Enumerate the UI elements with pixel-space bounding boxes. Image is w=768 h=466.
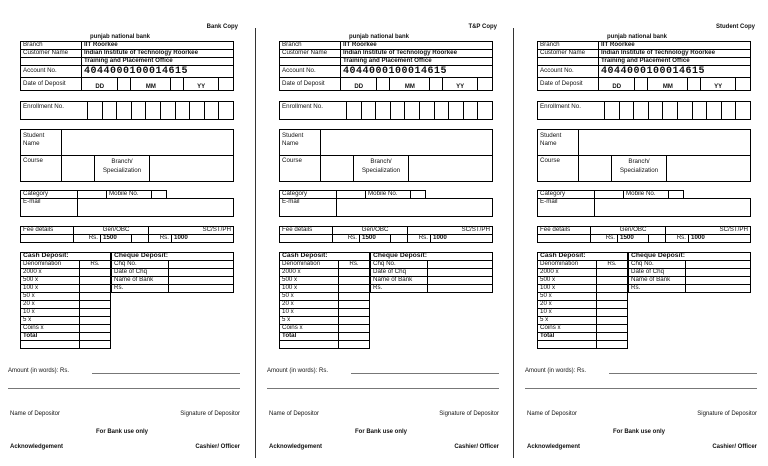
course-field[interactable] (579, 156, 612, 182)
enrollment-box[interactable] (634, 102, 649, 120)
cheque-row-label: Name of Bank (112, 277, 169, 285)
enrollment-box[interactable] (663, 102, 678, 120)
cash-blank-cell (21, 341, 80, 349)
depositor-name-label: Name of Depositor (527, 411, 578, 417)
account-label: Account No. (21, 66, 82, 78)
yy-field[interactable]: YY (443, 78, 478, 91)
enrollment-box[interactable] (102, 102, 117, 120)
bank-name: punjab national bank (90, 34, 151, 40)
account-number: 4044000100014615 (341, 66, 493, 78)
amount-label: Amount (in words): Rs. (267, 368, 329, 374)
cheque-field[interactable] (686, 285, 751, 293)
sc-label: SC/ST/PH (149, 227, 234, 235)
cash-row-label: 5 x (538, 317, 597, 325)
student-label-2: Name (23, 140, 40, 148)
student-table (537, 129, 751, 182)
cash-row-label: 100 x (280, 285, 339, 293)
fee-label: Fee details (538, 227, 591, 235)
cash-blank-cell (538, 341, 597, 349)
enrollment-box[interactable] (390, 102, 405, 120)
cash-row-label: 5 x (21, 317, 80, 325)
sc-amount: 1000 (431, 235, 493, 243)
enrollment-box[interactable] (736, 102, 751, 120)
bank-name: punjab national bank (349, 34, 410, 40)
category-table (537, 190, 751, 217)
header-table (279, 41, 493, 91)
mm-field[interactable]: MM (648, 78, 688, 91)
bank-use-label: For Bank use only (96, 429, 149, 435)
course-field[interactable] (321, 156, 354, 182)
category-field[interactable] (78, 191, 107, 199)
amount-line-2 (525, 388, 757, 389)
branch-value: IIT Roorkee (82, 42, 234, 50)
cheque-deposit-table (370, 252, 493, 293)
category-table (20, 190, 234, 217)
enrollment-box[interactable] (160, 102, 175, 120)
course-label: Course (280, 156, 321, 182)
enrollment-box[interactable] (347, 102, 362, 120)
deposit-slip (267, 24, 499, 460)
enrollment-box[interactable] (376, 102, 391, 120)
cash-row-label: 10 x (21, 309, 80, 317)
branch-label: Branch (538, 42, 599, 50)
cash-row-label: 50 x (21, 293, 80, 301)
bank-use-label: For Bank use only (613, 429, 666, 435)
fee-table (20, 226, 234, 243)
depositor-name-label: Name of Depositor (269, 411, 320, 417)
cash-row-label: 500 x (280, 277, 339, 285)
student-label-2: Name (540, 140, 557, 148)
depositor-signature-label: Signature of Depositor (180, 411, 240, 417)
cash-row-label: 100 x (21, 285, 80, 293)
cash-amount-field[interactable] (80, 269, 111, 277)
branch-label: Branch (280, 42, 341, 50)
deposit-slip (525, 24, 757, 460)
cheque-field[interactable] (169, 285, 234, 293)
branch-value: IIT Roorkee (599, 42, 751, 50)
category-label: Category (280, 191, 337, 199)
cash-amount-field[interactable] (597, 285, 628, 293)
customer-value: Indian Institute of Technology Roorkee (599, 50, 751, 58)
rs-label: Rs. (339, 261, 370, 269)
category-field[interactable] (337, 191, 366, 199)
cash-amount-field[interactable] (80, 293, 111, 301)
cash-amount-field[interactable] (339, 293, 370, 301)
gen-label: Gen/OBC (333, 227, 391, 235)
cheque-row-label: Name of Bank (629, 277, 686, 285)
cashier-label: Cashier/ Officer (195, 444, 240, 450)
copy-label: Bank Copy (206, 24, 238, 30)
cash-amount-field[interactable] (339, 277, 370, 285)
enrollment-box[interactable] (677, 102, 692, 120)
sc-amount: 1000 (689, 235, 751, 243)
cash-row-label: 20 x (280, 301, 339, 309)
cheque-field[interactable] (428, 269, 493, 277)
cash-amount-field[interactable] (339, 269, 370, 277)
acknowledgement-label: Acknowledgement (527, 444, 581, 450)
amount-line (351, 373, 499, 374)
mobile-field[interactable] (669, 191, 684, 199)
cash-amount-field[interactable] (80, 277, 111, 285)
email-label: E-mail (280, 199, 337, 217)
customer-value-2: Training and Placement Office (82, 58, 234, 66)
cash-total-label: Total (280, 333, 339, 341)
date-label: Date of Deposit (280, 78, 341, 91)
rs-label: Rs. (333, 235, 360, 243)
branch-label: Branch (21, 42, 82, 50)
course-field[interactable] (62, 156, 95, 182)
enrollment-table (20, 101, 234, 120)
header-table (537, 41, 751, 91)
cash-amount-field[interactable] (597, 317, 628, 325)
cash-row-label: 500 x (538, 277, 597, 285)
branch-spec-label: Branch/ (628, 158, 650, 165)
category-label: Category (21, 191, 78, 199)
cash-blank-cell (339, 341, 370, 349)
separator-line (255, 28, 256, 458)
enrollment-box[interactable] (449, 102, 464, 120)
cash-amount-field[interactable] (597, 269, 628, 277)
cash-title: Cash Deposit: (280, 253, 370, 261)
cheque-field[interactable] (169, 269, 234, 277)
email-field[interactable] (595, 199, 751, 217)
cash-amount-field[interactable] (597, 325, 628, 333)
cash-row-label: 10 x (538, 309, 597, 317)
cash-amount-field[interactable] (80, 301, 111, 309)
cash-total-field[interactable] (80, 333, 111, 341)
cash-total-field[interactable] (339, 333, 370, 341)
mobile-label: Mobile No. (624, 191, 669, 199)
account-number: 4044000100014615 (82, 66, 234, 78)
cash-amount-field[interactable] (339, 317, 370, 325)
student-name-field[interactable] (579, 130, 751, 156)
enrollment-label: Enrollment No. (21, 102, 88, 120)
date-label: Date of Deposit (21, 78, 82, 91)
rs-label: Rs. (591, 235, 618, 243)
category-table (279, 190, 493, 217)
cash-blank-cell (597, 341, 628, 349)
cheque-field[interactable] (169, 261, 234, 269)
cash-amount-field[interactable] (80, 285, 111, 293)
fee-label: Fee details (280, 227, 333, 235)
enrollment-box[interactable] (605, 102, 620, 120)
cheque-row-label: Date of Chq (371, 269, 428, 277)
branch-spec-label: Branch/ (370, 158, 392, 165)
cheque-field[interactable] (428, 285, 493, 293)
cash-amount-field[interactable] (597, 301, 628, 309)
mobile-label: Mobile No. (366, 191, 411, 199)
amount-line (92, 373, 240, 374)
depositor-signature-label: Signature of Depositor (439, 411, 499, 417)
cheque-row-label: Chq No. (371, 261, 428, 269)
cash-total-label: Total (21, 333, 80, 341)
cashier-label: Cashier/ Officer (454, 444, 499, 450)
sc-amount: 1000 (172, 235, 234, 243)
yy-field[interactable]: YY (701, 78, 736, 91)
enrollment-box[interactable] (88, 102, 103, 120)
branch-field[interactable] (667, 156, 751, 182)
enrollment-box[interactable] (478, 102, 493, 120)
cheque-row-label: Date of Chq (629, 269, 686, 277)
enrollment-label: Enrollment No. (538, 102, 605, 120)
email-label: E-mail (538, 199, 595, 217)
cheque-field[interactable] (428, 261, 493, 269)
acknowledgement-label: Acknowledgement (10, 444, 64, 450)
enrollment-box[interactable] (175, 102, 190, 120)
course-label: Course (21, 156, 62, 182)
gen-amount: 1500 (101, 235, 132, 243)
cheque-field[interactable] (686, 261, 751, 269)
amount-line (609, 373, 757, 374)
dd-field[interactable]: DD (341, 78, 377, 91)
cash-row-label: 2000 x (538, 269, 597, 277)
cash-amount-field[interactable] (80, 317, 111, 325)
enrollment-box[interactable] (692, 102, 707, 120)
cash-total-label: Total (538, 333, 597, 341)
denomination-label: Denomination (280, 261, 339, 269)
student-label: Student (23, 132, 45, 139)
customer-value-2: Training and Placement Office (341, 58, 493, 66)
acknowledgement-label: Acknowledgement (269, 444, 323, 450)
copy-label: Student Copy (716, 24, 755, 30)
amount-line-2 (8, 388, 240, 389)
cash-amount-field[interactable] (339, 309, 370, 317)
gen-label: Gen/OBC (591, 227, 649, 235)
sc-label: SC/ST/PH (666, 227, 751, 235)
cash-row-label: 50 x (280, 293, 339, 301)
cheque-row-label: Rs. (371, 285, 428, 293)
cheque-title: Cheque Deposit: (371, 253, 493, 261)
depositor-name-label: Name of Depositor (10, 411, 61, 417)
rs-label: Rs. (74, 235, 101, 243)
cheque-row-label: Rs. (629, 285, 686, 293)
cash-row-label: Coins x (21, 325, 80, 333)
cash-row-label: 100 x (538, 285, 597, 293)
student-name-field[interactable] (62, 130, 234, 156)
cheque-deposit-table (628, 252, 751, 293)
enrollment-label: Enrollment No. (280, 102, 347, 120)
cheque-row-label: Name of Bank (371, 277, 428, 285)
cashier-label: Cashier/ Officer (712, 444, 757, 450)
amount-line-2 (267, 388, 499, 389)
cheque-field[interactable] (428, 277, 493, 285)
cheque-deposit-table (111, 252, 234, 293)
rs-label: Rs. (597, 261, 628, 269)
separator-line (513, 28, 514, 458)
mm-field[interactable]: MM (131, 78, 171, 91)
enrollment-box[interactable] (131, 102, 146, 120)
cash-amount-field[interactable] (597, 277, 628, 285)
cheque-row-label: Date of Chq (112, 269, 169, 277)
cash-amount-field[interactable] (597, 309, 628, 317)
cash-row-label: 20 x (538, 301, 597, 309)
cash-amount-field[interactable] (80, 325, 111, 333)
amount-label: Amount (in words): Rs. (525, 368, 587, 374)
enrollment-box[interactable] (434, 102, 449, 120)
cash-deposit-table (279, 252, 370, 349)
mm-field[interactable]: MM (390, 78, 430, 91)
cheque-field[interactable] (686, 277, 751, 285)
student-label: Student (282, 132, 304, 139)
customer-label: Customer Name (280, 50, 341, 58)
customer-value-2: Training and Placement Office (599, 58, 751, 66)
cash-amount-field[interactable] (80, 309, 111, 317)
mobile-field[interactable] (152, 191, 167, 199)
student-label-2: Name (282, 140, 299, 148)
cheque-title: Cheque Deposit: (112, 253, 234, 261)
cash-row-label: Coins x (538, 325, 597, 333)
enrollment-box[interactable] (619, 102, 634, 120)
student-name-field[interactable] (321, 130, 493, 156)
bank-name: punjab national bank (607, 34, 668, 40)
enrollment-box[interactable] (204, 102, 219, 120)
enrollment-box[interactable] (721, 102, 736, 120)
date-label: Date of Deposit (538, 78, 599, 91)
branch-spec-label-2: Specialization (361, 166, 401, 174)
cash-row-label: 2000 x (280, 269, 339, 277)
cash-amount-field[interactable] (339, 325, 370, 333)
cash-amount-field[interactable] (339, 301, 370, 309)
fee-table (537, 226, 751, 243)
cash-deposit-table (537, 252, 628, 349)
cash-row-label: 2000 x (21, 269, 80, 277)
cash-row-label: 5 x (280, 317, 339, 325)
cash-title: Cash Deposit: (21, 253, 111, 261)
email-field[interactable] (337, 199, 493, 217)
cheque-row-label: Chq No. (112, 261, 169, 269)
branch-spec-label-2: Specialization (619, 166, 659, 174)
enrollment-table (279, 101, 493, 120)
customer-value: Indian Institute of Technology Roorkee (341, 50, 493, 58)
denomination-label: Denomination (21, 261, 80, 269)
cheque-row-label: Rs. (112, 285, 169, 293)
rs-label: Rs. (666, 235, 689, 243)
deposit-slip (8, 24, 240, 460)
account-number: 4044000100014615 (599, 66, 751, 78)
cheque-row-label: Chq No. (629, 261, 686, 269)
gen-amount: 1500 (360, 235, 391, 243)
student-table (279, 129, 493, 182)
amount-label: Amount (in words): Rs. (8, 368, 70, 374)
student-table (20, 129, 234, 182)
yy-field[interactable]: YY (184, 78, 219, 91)
cash-row-label: 50 x (538, 293, 597, 301)
rs-label: Rs. (80, 261, 111, 269)
rs-label: Rs. (408, 235, 431, 243)
cash-blank-cell (280, 341, 339, 349)
branch-field[interactable] (150, 156, 234, 182)
enrollment-box[interactable] (219, 102, 234, 120)
enrollment-box[interactable] (648, 102, 663, 120)
category-label: Category (538, 191, 595, 199)
course-label: Course (538, 156, 579, 182)
gen-amount: 1500 (618, 235, 649, 243)
dd-field[interactable]: DD (599, 78, 635, 91)
copy-label: T&P Copy (468, 24, 497, 30)
account-label: Account No. (280, 66, 341, 78)
cheque-title: Cheque Deposit: (629, 253, 751, 261)
cheque-field[interactable] (169, 277, 234, 285)
enrollment-box[interactable] (405, 102, 420, 120)
depositor-signature-label: Signature of Depositor (697, 411, 757, 417)
fee-table (279, 226, 493, 243)
account-label: Account No. (538, 66, 599, 78)
cash-total-field[interactable] (597, 333, 628, 341)
enrollment-box[interactable] (707, 102, 722, 120)
cash-deposit-table (20, 252, 111, 349)
branch-spec-label-2: Specialization (102, 166, 142, 174)
mobile-field[interactable] (411, 191, 426, 199)
cheque-field[interactable] (686, 269, 751, 277)
bank-use-label: For Bank use only (355, 429, 408, 435)
branch-value: IIT Roorkee (341, 42, 493, 50)
enrollment-box[interactable] (463, 102, 478, 120)
customer-label: Customer Name (538, 50, 599, 58)
cash-amount-field[interactable] (339, 285, 370, 293)
email-field[interactable] (78, 199, 234, 217)
cash-blank-cell (80, 341, 111, 349)
dd-field[interactable]: DD (82, 78, 118, 91)
enrollment-box[interactable] (361, 102, 376, 120)
customer-label: Customer Name (21, 50, 82, 58)
enrollment-box[interactable] (117, 102, 132, 120)
enrollment-table (537, 101, 751, 120)
email-label: E-mail (21, 199, 78, 217)
fee-label: Fee details (21, 227, 74, 235)
enrollment-box[interactable] (146, 102, 161, 120)
sc-label: SC/ST/PH (408, 227, 493, 235)
rs-label: Rs. (149, 235, 172, 243)
cash-row-label: 20 x (21, 301, 80, 309)
header-table (20, 41, 234, 91)
gen-label: Gen/OBC (74, 227, 132, 235)
cash-amount-field[interactable] (597, 293, 628, 301)
cash-row-label: 10 x (280, 309, 339, 317)
branch-spec-label: Branch/ (111, 158, 133, 165)
enrollment-box[interactable] (190, 102, 205, 120)
cash-title: Cash Deposit: (538, 253, 628, 261)
student-label: Student (540, 132, 562, 139)
mobile-label: Mobile No. (107, 191, 152, 199)
cash-row-label: 500 x (21, 277, 80, 285)
customer-value: Indian Institute of Technology Roorkee (82, 50, 234, 58)
denomination-label: Denomination (538, 261, 597, 269)
cash-row-label: Coins x (280, 325, 339, 333)
branch-field[interactable] (409, 156, 493, 182)
category-field[interactable] (595, 191, 624, 199)
enrollment-box[interactable] (419, 102, 434, 120)
